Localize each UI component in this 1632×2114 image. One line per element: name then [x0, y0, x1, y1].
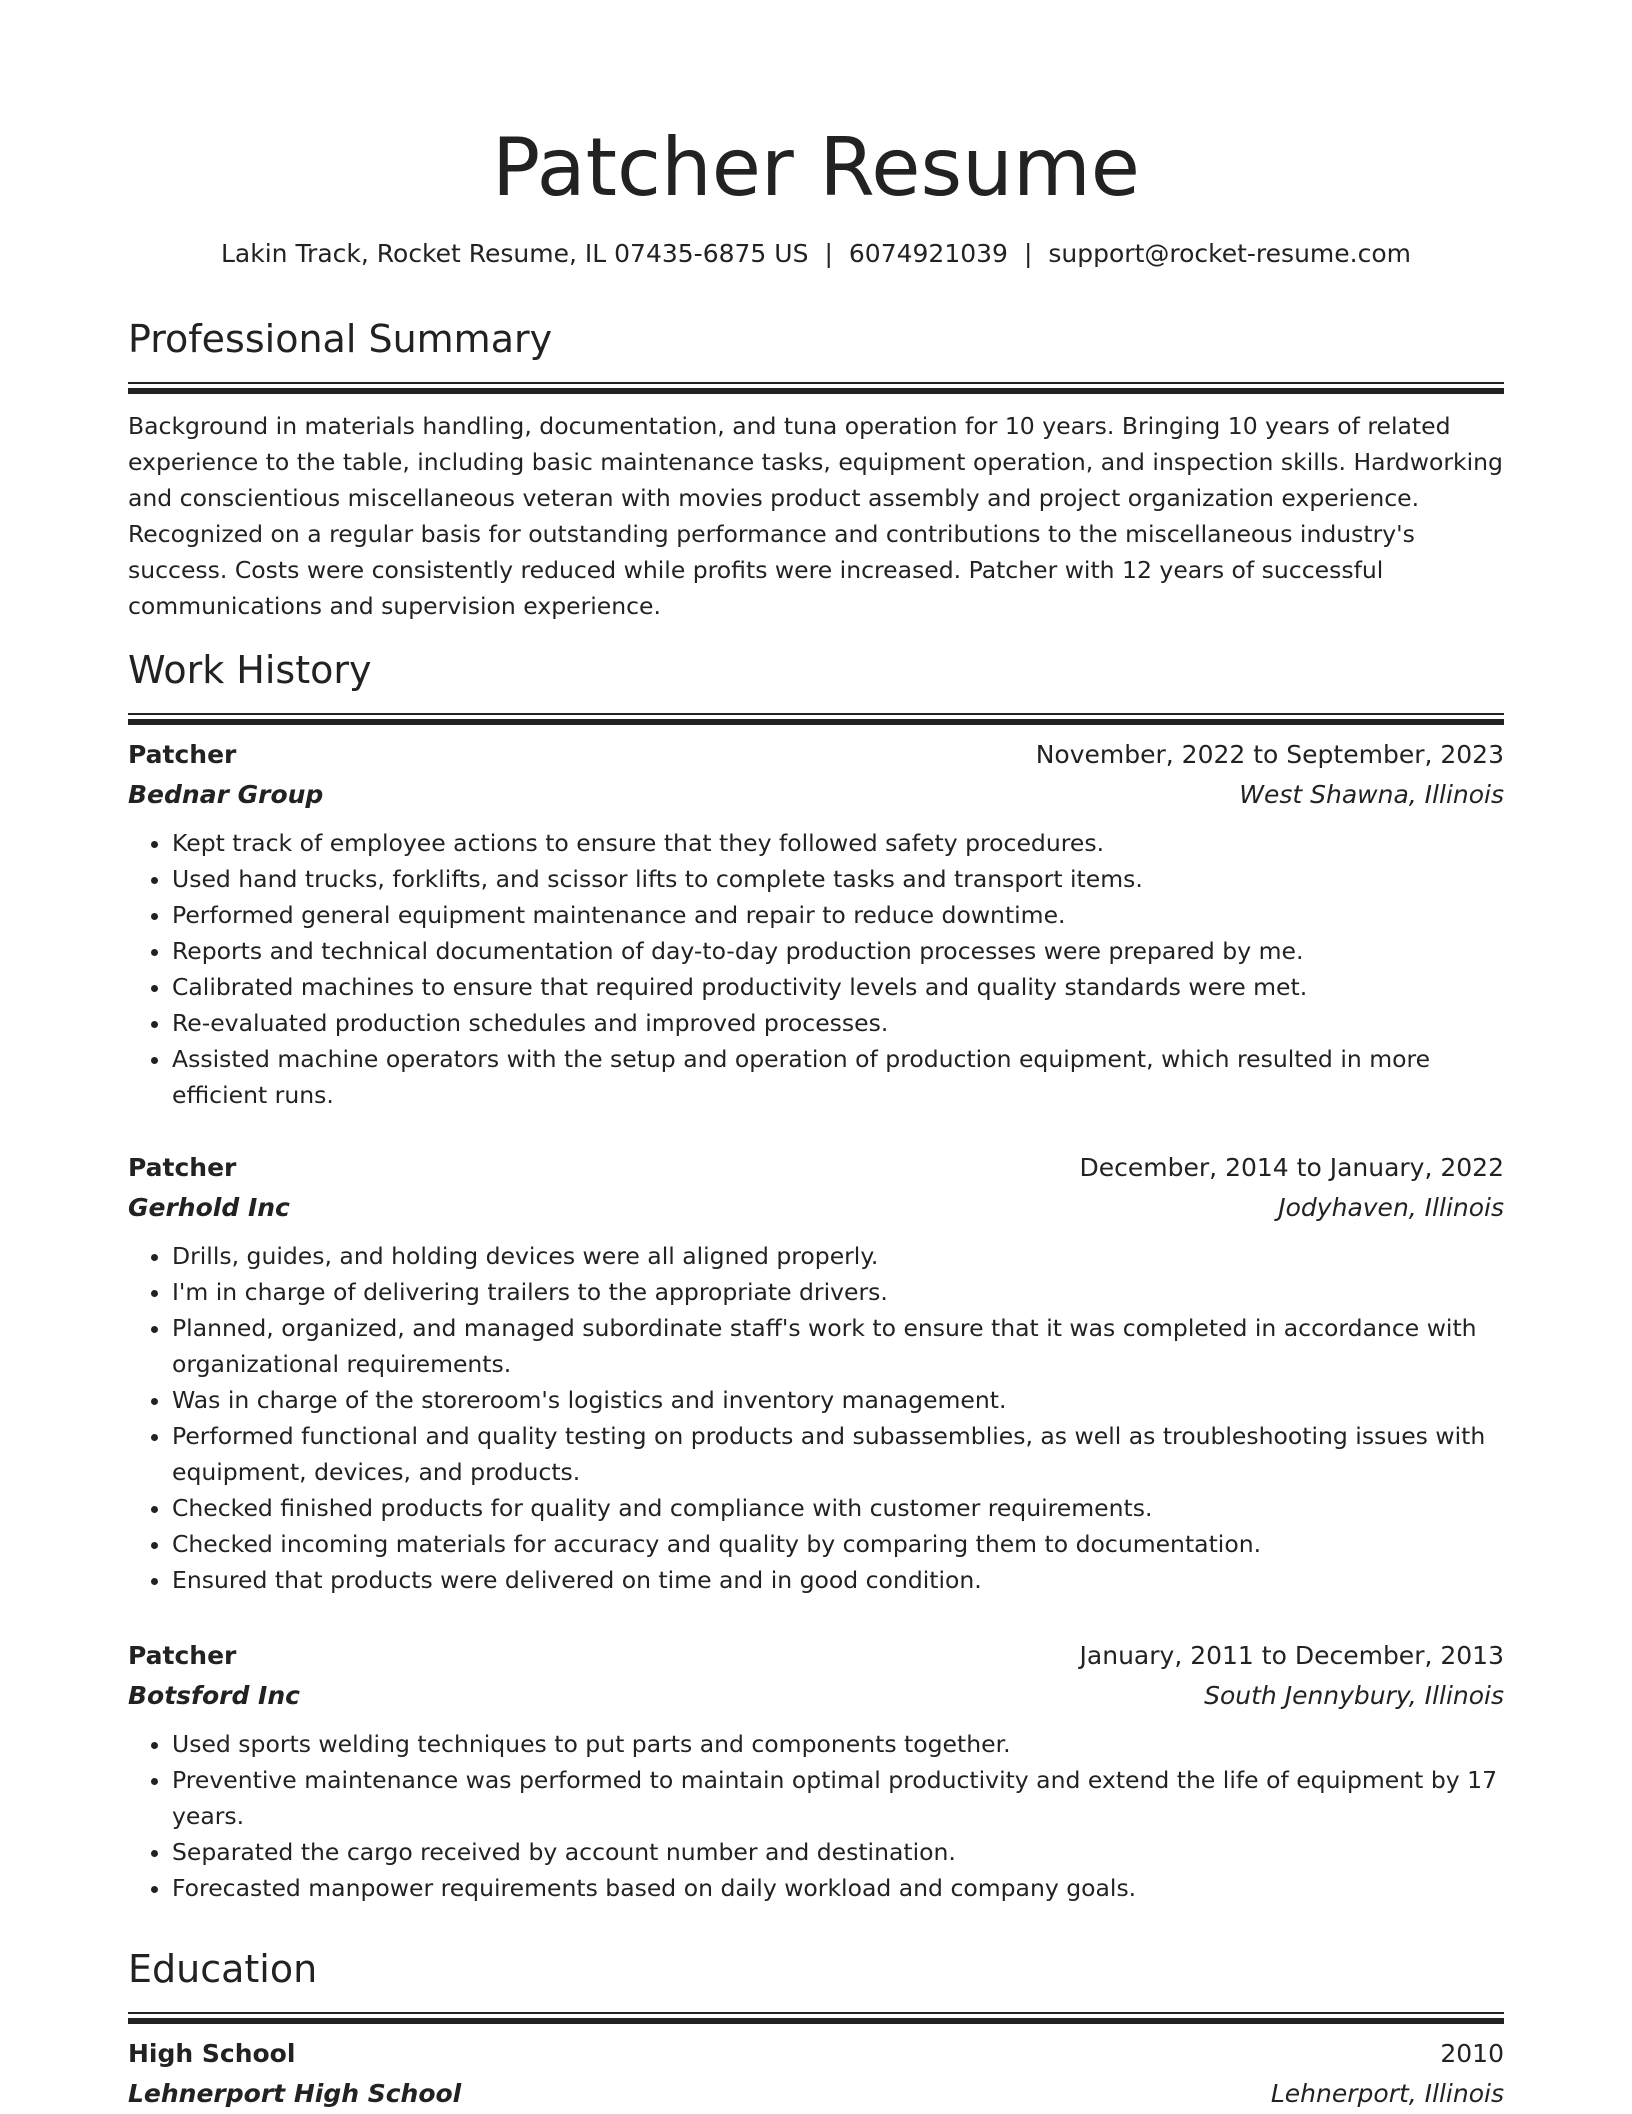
job-header [128, 1636, 1504, 1676]
job-header [128, 1148, 1504, 1188]
job-entry [128, 1636, 1504, 1906]
job-header [128, 735, 1504, 775]
job-location: South Jennybury, Illinois [1204, 1681, 1504, 1710]
list-item: • Used sports welding techniques to put parts and components together. [172, 1726, 1504, 1762]
section-divider [128, 2012, 1504, 2024]
list-item: • Preventive maintenance was performed to maintain optimal productivity and extend the life of equipment by 17 years. [172, 1762, 1504, 1834]
job-location: West Shawna, Illinois [1239, 780, 1504, 809]
list-item: • Performed functional and quality testing on products and subassemblies, as well as troubleshooting issues with equipment, devices, and products. [172, 1418, 1504, 1490]
summary-section [128, 314, 1504, 624]
job-dates: January, 2011 to December, 2013 [1079, 1641, 1504, 1670]
job-company: Gerhold Inc [128, 1193, 290, 1222]
list-item: • Re-evaluated production schedules and improved processes. [172, 1005, 1504, 1041]
list-item: • Checked incoming materials for accuracy and quality by comparing them to documentation. [172, 1526, 1504, 1562]
section-title-summary: Professional Summary [128, 317, 553, 361]
list-item: • Assisted machine operators with the setup and operation of production equipment, which resulted in more efficient runs. [172, 1041, 1504, 1113]
education-entry [128, 2034, 1504, 2114]
list-item: • Drills, guides, and holding devices were all aligned properly. [172, 1238, 1504, 1274]
section-divider [128, 382, 1504, 394]
job-dates: November, 2022 to September, 2023 [1035, 740, 1504, 769]
list-item: • Reports and technical documentation of day-to-day production processes were prepared by me. [172, 933, 1504, 969]
list-item: • I'm in charge of delivering trailers to the appropriate drivers. [172, 1274, 1504, 1310]
education-section [128, 1944, 1504, 2024]
job-location: Jodyhaven, Illinois [1278, 1193, 1504, 1222]
job-subheader [128, 1188, 1504, 1228]
job-company: Bednar Group [128, 780, 324, 809]
list-item: • Separated the cargo received by account number and destination. [172, 1834, 1504, 1870]
job-title: Patcher [128, 1641, 237, 1670]
summary-text: Background in materials handling, documentation, and tuna operation for 10 years. Bringing 10 years of related experience to the table, including basic maintenance tasks, equipment operation, and inspection skills. Hardworking and conscientious miscellaneous veteran with movies product assembly and project organization experience. Recognized on a regular basis for outstanding performance and contributions to the miscellaneous industry's success. Costs were consistently reduced while profits were increased. Patcher with 12 years of successful communications and supervision experience. [128, 412, 1503, 620]
list-item: • Performed general equipment maintenance and repair to reduce downtime. [172, 897, 1504, 933]
education-subheader [128, 2074, 1504, 2114]
contact-phone: 6074921039 [848, 239, 1008, 268]
list-item: • Calibrated machines to ensure that required productivity levels and quality standards were met. [172, 969, 1504, 1005]
education-school: Lehnerport High School [128, 2079, 462, 2108]
list-item: • Was in charge of the storeroom's logistics and inventory management. [172, 1382, 1504, 1418]
job-subheader [128, 775, 1504, 815]
section-title-education: Education [128, 1947, 318, 1991]
work-history-section [128, 645, 1504, 725]
contact-line [128, 236, 1504, 272]
section-divider [128, 713, 1504, 725]
resume-page [128, 0, 1504, 2108]
section-title-work-history: Work History [128, 648, 372, 692]
contact-address: Lakin Track, Rocket Resume, IL 07435-6875 US [221, 239, 809, 268]
education-year: 2010 [1440, 2039, 1504, 2068]
list-item: • Planned, organized, and managed subordinate staff's work to ensure that it was completed in accordance with organizational requirements. [172, 1310, 1504, 1382]
job-company: Botsford Inc [128, 1681, 300, 1710]
contact-email: support@rocket-resume.com [1048, 239, 1411, 268]
education-location: Lehnerport, Illinois [1270, 2079, 1504, 2108]
education-degree: High School [128, 2039, 296, 2068]
list-item: • Checked finished products for quality and compliance with customer requirements. [172, 1490, 1504, 1526]
list-item: • Forecasted manpower requirements based on daily workload and company goals. [172, 1870, 1504, 1906]
job-title: Patcher [128, 740, 237, 769]
job-dates: December, 2014 to January, 2022 [1079, 1153, 1504, 1182]
contact-separator: | [1023, 239, 1033, 268]
job-duties-list [128, 825, 1504, 1113]
list-item: • Used hand trucks, forklifts, and scissor lifts to complete tasks and transport items. [172, 861, 1504, 897]
list-item: • Ensured that products were delivered on time and in good condition. [172, 1562, 1504, 1598]
job-entry [128, 1148, 1504, 1598]
job-subheader [128, 1676, 1504, 1716]
resume-name: Patcher Resume [491, 121, 1140, 214]
job-duties-list [128, 1726, 1504, 1906]
job-title: Patcher [128, 1153, 237, 1182]
job-entry [128, 735, 1504, 1113]
list-item: • Kept track of employee actions to ensure that they followed safety procedures. [172, 825, 1504, 861]
contact-separator: | [824, 239, 833, 268]
job-duties-list [128, 1238, 1504, 1598]
education-header [128, 2034, 1504, 2074]
